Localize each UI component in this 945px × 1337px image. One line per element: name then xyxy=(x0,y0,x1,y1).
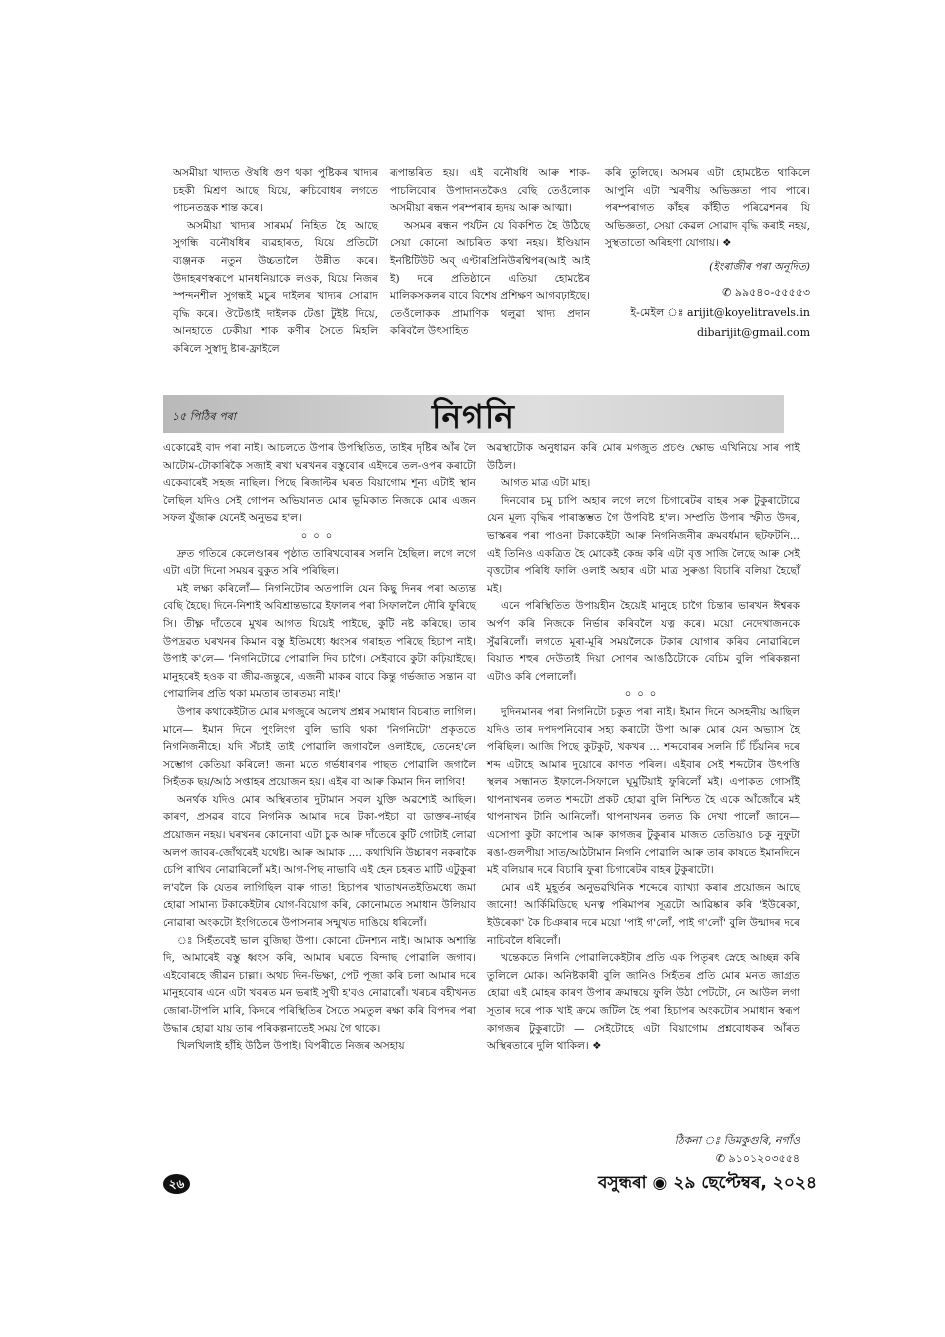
paragraph: দিনবোৰ চমু চাপি অহাৰ লগে লগে চিগাৰেটৰ বাহৰ সৰু টুকুৰাটোৱে যেন মূল্য বৃদ্ধিৰ পাৰাস্তম্ভত গৈ উপবিষ্ট হ'ল। সম্প্ৰতি উপাৰ স্ফীত উদৰ, ভাস্কৰৰ পৰা পাওনা টকাকেইটা আৰু নিগনিজনীৰ ক্ৰমবৰ্ধমান ছটফটনি... এই তিনিও একত্ৰিত হৈ মোকেই কেন্দ্ৰ কৰি এটা বৃত্ত সাজি লৈছে আৰু সেই বৃত্তটোৰ পৰিধি ফালি ওলাই অহাৰ এটা মাত্ৰ সুৰুঙা বিচাৰি বলিয়া হৈছোঁ মই। xyxy=(487,494,800,595)
top-column-3 xyxy=(605,165,810,343)
section-separator: ০০০ xyxy=(624,689,663,701)
paragraph: অসমীয়া খাদ্যত ঔষধি গুণ থকা পুষ্টিকৰ খাদ্যৰ চহকী মিশ্ৰণ আছে যিয়ে, ৰুচিবোধৰ লগতে পাচনতন্ত্ৰক শান্ত কৰে। xyxy=(173,167,378,215)
story-title-banner xyxy=(163,395,784,436)
continued-from: ১৫ পিঠিৰ পৰা xyxy=(172,410,236,423)
publication-footer xyxy=(598,1170,817,1198)
author-phone-2: ✆ ৯১০১২০৩৫৫৪ xyxy=(715,1152,800,1165)
paragraph: একোৱেই বাদ পৰা নাই। আচলতে উপাৰ উপস্থিতিত, তাইৰ দৃষ্টিৰ আঁৰ লৈ আটোম-টোকাৰিকৈ সজাই ৰখা ঘৰখনৰ বস্তুবোৰ এইদৰে তল-ওপৰ কৰাটো একেবাৰেই সহজ নাছিল। পিছে ৰিজাল্টৰ ঘৰত বিয়াগোম শূন্য এটাই স্থান লৈছিল যদিও সেই গোপন অভিযানত মোৰ ভূমিকাত নিজকে মোৰ এজন সফল যুঁজাৰু যেনেই অনুভৱ হ'ল। xyxy=(163,442,476,525)
author-email-2: dibarijit@gmail.com xyxy=(696,325,810,339)
paragraph: এনে পৰিস্থিতিত উপায়হীন হৈয়েই মানুহে চাগৈ চিন্তাৰ ভাৰখন ঈশ্বৰক অৰ্পণ কৰি নিজকে নিৰ্ভাৰ কৰিবলৈ যত্ন কৰে। ময়ো নেদেখাজনকে সুঁৱৰিলোঁ। লগতে মূৰা-মূৰি সময়লৈকে টকাৰ যোগাৰ কৰিব নোৱাৰিলে বিয়াত শহুৰ দেউতাই দিয়া সোণৰ আঙঠিটোকে বেচিম বুলি পৰিকল্পনা এটাও কৰি পেলালোঁ। xyxy=(487,600,800,683)
date-separator-icon: ◉ xyxy=(652,1173,668,1193)
paragraph: দুদিনমানৰ পৰা নিগনিটো চকুত পৰা নাই। ইমান দিনে অসহনীয় আছিল যদিও তাৰ দপদপনিবোৰ সহ্য কৰাটো উপা আৰু মোৰ যেন অভ্যাস হৈ পৰিছিল। আজি পিছে কুটকুট, খকখৰ ... শব্দবোৰৰ সলনি চিঁ চিঁয়নিৰ দৰে শব্দ এটাহে আমাৰ দুয়োৰে কাণত পৰিল। এইবাৰ সেই শব্দটোৰ উৎপত্তি স্থলৰ সন্ধানত ইফালে-সিফালে ঘূমুটিয়াই ফুৰিলোঁ মই। এপাকত গোসাঁই থাপনাখনৰ তলত শব্দটো প্ৰকট হোৱা বুলি নিশ্চিত হৈ একে আঁজোঁৰে মই থাপনাখন টানি আনিলোঁ। থাপনাখনৰ তলত কি দেখা পালোঁ জানে— এসোপা কুটা কাপোৰ আৰু কাগজৰ টুকুৰাৰ মাজত তেতিয়াও চকু নুফুটা ৰঙা-গুলপীয়া সাত/আঠটামান নিগনি পোৱালি আৰু তাৰ কাষতে ইমানদিনে মই বলিয়াৰ দৰে বিচাৰি ফুৰা চিগাৰেটৰ বাহৰ টুকুৰাটো। xyxy=(487,705,800,877)
paragraph: খন্তেকতে নিগনি পোৱালিকেইটাৰ প্ৰতি এক পিতৃৰৎ স্নেহে আচ্ছন্ন কৰি তুলিলে মোক। অনিষ্টকাৰী বুলি জানিও সিহঁতৰ প্ৰতি মোৰ মনত জাগ্ৰত হোৱা এই মোহৰ কাৰণ উপাৰ ক্ৰমান্বয়ে ফুলি উঠা পেটটো, নে আউল লগা সূতাৰ দৰে পাক খাই ক্ৰমে জটিল হৈ পৰা হিচাপৰ অংকটোৰ সমাধান স্বৰূপ কাগজৰ টুকুৰাটো — সেইটোহে এটা বিয়াগোম প্ৰশ্নবোধকৰ আঁৰত অস্থিৰতাৰে দুলি থাকিল। ❖ xyxy=(487,952,800,1053)
issue-date: ২৯ ছেপ্টেম্বৰ, ২০২৪ xyxy=(673,1173,817,1193)
paragraph: ঃ সিহঁতবেই ভাল বুজিছা উপা। কোনো টেনশ্যন নাই। আমাক অশান্তি দি, আমাৰেই বস্তু ধ্বংস কৰি, আমাৰ ঘৰতে বিন্দাছ পোৱালি জগাব। এইবোৰহে জীৱন চাল্লা। অথচ দিন-ভিক্ষা, পেট পূজা কৰি চলা আমাৰ দৰে মানুহবোৰ এনে এটা খবৰত মন ভৰাই সুখী হ'বও নোৱাৰোঁ। খৰচৰ বহীখনত জোৰা-টাপলি মাৰি, কিদৰে পৰিস্থিতিৰ সৈতে সমতুল ৰক্ষা কৰি বিপদৰ পৰা উদ্ধাৰ হোৱা যায় তাৰ পৰিকল্পনাতেই সময় গৈ থাকে। xyxy=(163,934,476,1035)
translation-note: (ইংৰাজীৰ পৰা অনূদিত) xyxy=(709,260,810,273)
publication-name: বসুন্ধৰা xyxy=(597,1173,647,1193)
author-email: ই-মেইল ঃ arijit@koyelitravels.in xyxy=(630,305,810,319)
paragraph: আগত মাত্ৰ এটা মাহ। xyxy=(501,477,591,490)
section-separator: ০০০ xyxy=(300,530,339,542)
top-column-2 xyxy=(390,165,590,341)
story-title: নিগনি xyxy=(432,397,515,436)
paragraph: অসমীয়া খাদ্যৰ সাৰমৰ্ম নিহিত হৈ আছে সুগন্ধি বনৌষধিৰ ব্যৱহাৰত, যিয়ে প্ৰতিটো ব্যঞ্জনক নতুন উচ্চতালৈ উন্নীত কৰে। উদাহৰণস্বৰূপে মানধনিয়াকে লওক, যিয়ে নিজৰ স্পন্দনশীল সুগন্ধই মচুৰ দাইলৰ খাদ্যৰ সোৱাদ বৃদ্ধি কৰে। ঔটেঙাই দাইলক টেঙা টুইষ্ট দিয়ে, আনহাতে ঢেকীয়া শাক কণীৰ সৈতে মিহলি কৰিলে সুস্বাদু ষ্টাৰ-ফ্ৰাইলে xyxy=(173,219,378,355)
paragraph: অৱস্থাটোক অনুধাৱন কৰি মোৰ মগজুত প্ৰচণ্ড ক্ষোভ এখিনিয়ে সাৰ পাই উঠিল। xyxy=(487,442,800,472)
top-column-1 xyxy=(173,165,378,359)
paragraph: মোৰ এই মুহূৰ্তৰ অনুভৱখিনিক শব্দেৰে ব্যাখ্যা কৰাৰ প্ৰয়োজন আছে জানো! আৰ্কিমিডিছে ঘনত্ব পৰিমাপৰ সূত্ৰটো আৱিষ্কাৰ কৰি 'ইউৰেকা, ইউৰেকা' কৈ চিঞৰাৰ দৰে ময়ো 'পাই গ'লোঁ, পাই গ'লোঁ' বুলি উন্মাদৰ দৰে নাচিবলৈ ধৰিলোঁ। xyxy=(487,881,800,947)
author-address: ঠিকনা ঃ ডিমকুগুৰি, নগাঁও xyxy=(674,1134,800,1147)
paragraph: অসমৰ ৰন্ধন পৰ্যটন যে বিকশিত হৈ উঠিছে সেয়া কোনো আচৰিত কথা নহয়। ইণ্ডিয়ান ইনষ্টিটিউট অব্ এণ্টাৰপ্ৰিনিউৰশ্বিপৰ(আই আই ই) দৰে প্ৰতিষ্ঠানে এতিয়া হোমষ্টেৰ মালিকসকলৰ বাবে বিশেষ প্ৰশিক্ষণ আগবঢ়াইছে। তেওঁলোকক প্ৰামাণিক থলুৱা খাদ্য প্ৰদান কৰিবলৈ উৎসাহিত xyxy=(390,219,590,338)
story-column-right xyxy=(487,440,800,1056)
paragraph: দ্ৰুত গতিৰে কেলেণ্ডাৰৰ পৃষ্ঠাত তাৰিখবোৰৰ সলনি হৈছিল। লগে লগে এটা এটা দিনো সময়ৰ বুকুত সৰি পৰিছিল। xyxy=(163,547,476,578)
paragraph: মই লক্ষ্য কৰিলোঁ— নিগনিটোৰ অতপালি যেন কিছু দিনৰ পৰা অত্যন্ত বেছি হৈছে। দিনে-নিশাই অবিশ্ৰান্তভাৱে ইফালৰ পৰা সিফাললৈ দৌৰি ফুৰিছে সি। তীক্ষ্ণ দাঁতেৰে মুখৰ আগত যিয়েই পাইছে, কুটি নষ্ট কৰিছে। তাৰ উপদ্ৰৱত ঘৰখনৰ কিমান বস্তু ইতিমধ্যে ধ্বংসৰ গৰাহত পৰিছে হিচাপ নাই। উপাই ক'লে— 'নিগনিটোৱে পোৱালি দিব চাগৈ। সেইবাবে কুটা কঢ়িয়াইছে। মানুহৰেই হওক বা জীৱ-জন্তুৰে, এজনী মাকৰ বাবে কিন্তু গৰ্ভজাত সন্তান বা পোৱালিৰ প্ৰতি থকা মমতাৰ তাৰতম্য নাই।' xyxy=(163,582,476,701)
paragraph: অনৰ্থক যদিও মোৰ অস্থিৰতাৰ দুটামান সবল যুক্তি অৱশ্যেই আছিল। কাৰণ, প্ৰসৱৰ বাবে নিগনিক আমাৰ দৰে টকা-পইচা বা ডাক্তৰ-নাৰ্ছৰ প্ৰয়োজন নহয়। ঘৰখনৰ কোনোবা এটা চুক আৰু দাঁতেৰে কুটি গোটাই লোৱা অলপ জাবৰ-জোঁথৰেই যথেষ্ট। আৰু আমাক .... কথাখিনি উচ্চাৰণ নকৰাকৈ চেপি ৰাখিব নোৱাৰিলোঁ মই। আগ-পিছ নাভাবি এই হেন চহৰত মাটি এটুকুৰা ল'বলৈ কি যেতৰ লাগিছিল বাৰু গাত! হিচাপৰ খাতাখনতইতিমধ্যে জমা হোৱা সামান্য টকাকেইটাৰ যোগ-বিয়োগ কৰি, কোনোমতে সমাধান উলিয়াব নোৱাৰা অংকটো ইংগিতেৰে উপাসনাৰ সন্মুখত দাঙিয়ে ধৰিলোঁ। xyxy=(163,793,476,930)
story-column-left xyxy=(163,440,476,1056)
paragraph: উপাৰ কথাকেইটাত মোৰ মগজুৰে অলেখ প্ৰশ্নৰ সমাধান বিচৰাত লাগিল। মানে— ইমান দিনে পুংলিংগ বুলি ভাবি থকা 'নিগনিটো' প্ৰকৃততে নিগনিজনীহে। যদি সঁচাই তাই পোৱালি জগাবলৈ ওলাইছে, তেনেহ'লে সম্ভোগ কেতিয়া কৰিলে! জনা মতে গৰ্ভধাৰণৰ পাছত পোৱালি জগালৈ সিহঁতক ছয়/আঠ সপ্তাহৰ প্ৰয়োজন হয়। এইৰ বা আৰু কিমান দিন লাগিব! xyxy=(163,705,476,789)
page-number: ২৬ xyxy=(163,1174,190,1194)
paragraph: কৰি তুলিছে। অসমৰ এটা হোমষ্টেত থাকিলে আপুনি এটা স্মৰণীয় অভিজ্ঞতা পাব পাৰে। পৰম্পৰাগত কাঁহৰ কাঁহীত পৰিৱেশনৰ যি অভিজ্ঞতা, সেয়া কেৱল সোৱাদ বৃদ্ধি কৰাই নহয়, সুস্থতাতো অৰিহণা যোগায়। ❖ xyxy=(605,167,810,250)
author-phone: ✆ ৯৯৫৪০-৫৫৫৫৩ xyxy=(722,285,810,299)
paragraph: খিলখিলাই হাঁহি উঠিল উপাই। বিপৰীতে নিজৰ অসহায় xyxy=(177,1040,405,1053)
paragraph: ৰূপান্তৰিত হয়। এই বনৌষধি আৰু শাক-পাচলিবোৰ উপাদানতকৈও বেছি তেওঁলোক অসমীয়া ৰন্ধন পৰম্পৰাৰ হৃদয় আৰু আত্মা। xyxy=(390,167,590,215)
